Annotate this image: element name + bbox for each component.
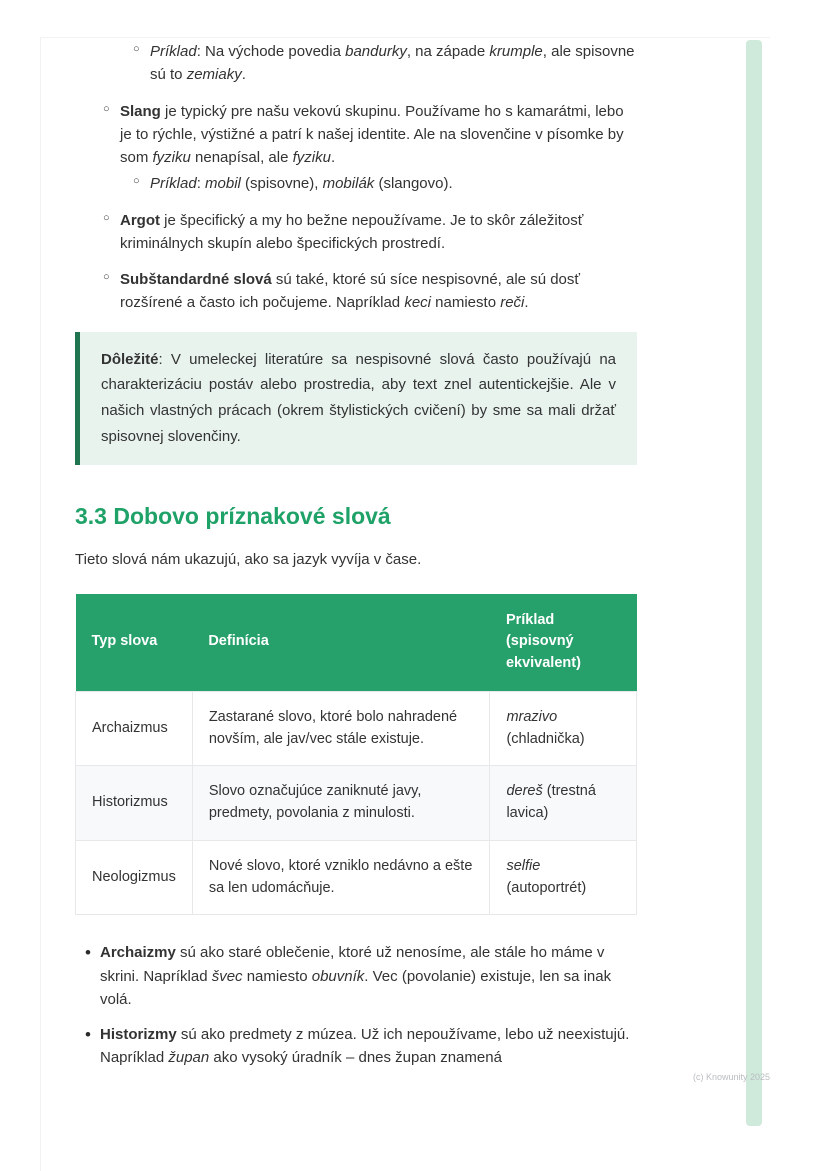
- list-item-text: Príklad: Na východe povedia bandurky, na západe krumple, ale spisovne sú to zemiaky.: [150, 43, 635, 84]
- vocab-table: [75, 594, 637, 916]
- list-item-text: Archaizmy sú ako staré oblečenie, ktoré už nenosíme, ale stále ho máme v skrini. Napríklad švec namiesto obuvník. Vec (povolanie) existuje, len sa inak volá.: [100, 944, 612, 1008]
- document-content: [75, 40, 637, 1082]
- word-types-list: [75, 941, 637, 1069]
- table-row: [76, 840, 637, 915]
- list-item: [120, 100, 637, 196]
- cell-example: dereš (trestná lavica): [490, 766, 637, 841]
- footer-credit: (c) Knowunity 2025: [692, 1072, 770, 1082]
- list-item-text: Historizmy sú ako predmety z múzea. Už ich nepoužívame, lebo už neexistujú. Napríklad župan ako vysoký úradník – dnes župan znamená: [100, 1026, 630, 1067]
- list-item: [120, 268, 637, 315]
- intro-paragraph: Tieto slová nám ukazujú, ako sa jazyk vyvíja v čase.: [75, 551, 422, 569]
- list-item: [100, 1023, 637, 1070]
- list-item: [150, 40, 637, 87]
- sub-list: [120, 172, 637, 195]
- list-item-text: Slang je typický pre našu vekovú skupinu. Používame ho s kamarátmi, lebo je to rýchle, výstižné a patrí k našej identite. Ale na slovenčine v písomke by som fyziku nenapísal, ale fyziku.: [120, 102, 624, 166]
- cell-example: mrazivo (chladnička): [490, 691, 637, 766]
- cell-definition: Nové slovo, ktoré vzniklo nedávno a ešte sa len udomácňuje.: [192, 840, 490, 915]
- section-heading: 3.3 Dobovo príznakové slová: [75, 502, 391, 529]
- list-item-text: Príklad: mobil (spisovne), mobilák (slangovo).: [150, 175, 453, 193]
- table-body: [76, 691, 637, 915]
- cell-type: Archaizmus: [76, 691, 193, 766]
- header-cell-type: Typ slova: [76, 594, 193, 692]
- table-head: [76, 594, 637, 692]
- cell-definition: Zastarané slovo, ktoré bolo nahradené novším, ale jav/vec stále existuje.: [192, 691, 490, 766]
- callout-text: Dôležité: V umeleckej literatúre sa nespisovné slová často používajú na charakterizáciu postáv alebo prostredia, aby text znel autentickejšie. Ale v našich vlastných prácach (okrem štylistických cvičení) by sme sa mali držať spisovnej slovenčiny.: [101, 350, 616, 445]
- list-item-text: Subštandardné slová sú také, ktoré sú síce nespisovné, ale sú dosť rozšírené a často ich počujeme. Napríklad keci namiesto reči.: [120, 271, 581, 312]
- list-item: [150, 172, 637, 195]
- cell-definition: Slovo označujúce zaniknuté javy, predmety, povolania z minulosti.: [192, 766, 490, 841]
- page-accent-stripe: [746, 40, 762, 1126]
- cell-type: Historizmus: [76, 766, 193, 841]
- list-item-text: Argot je špecifický a my ho bežne nepoužívame. Je to skôr záležitosť kriminálnych skupín alebo špecifických prostredí.: [120, 211, 584, 252]
- header-cell-example: Príklad (spisovný ekvivalent): [490, 594, 637, 692]
- cell-type: Neologizmus: [76, 840, 193, 915]
- important-callout: [75, 332, 637, 465]
- cell-example: selfie (autoportrét): [490, 840, 637, 915]
- list-item: [100, 941, 637, 1011]
- header-cell-definition: Definícia: [192, 594, 490, 692]
- table-row: [76, 691, 637, 766]
- list-item: [120, 209, 637, 256]
- table-header-row: [76, 594, 637, 692]
- nonstandard-words-list: [75, 40, 637, 315]
- table-row: [76, 766, 637, 841]
